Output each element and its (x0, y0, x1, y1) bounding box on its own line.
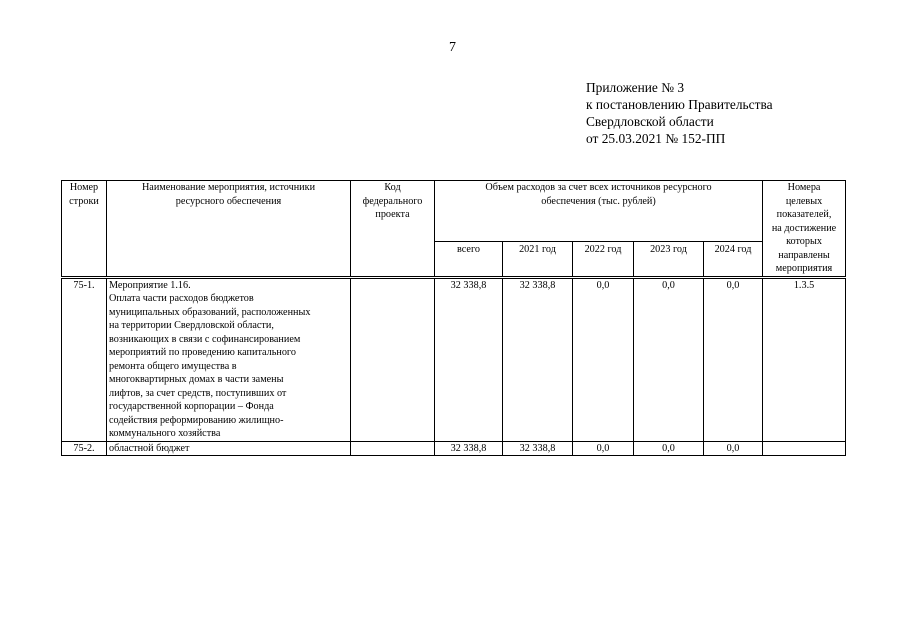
page-number: 7 (449, 40, 456, 55)
header-text: Наименование мероприятия, источники (141, 182, 316, 193)
row-number: 75-1. (62, 277, 107, 441)
name-line: многоквартирных домах в части замены (109, 374, 284, 385)
header-text: проекта (375, 209, 410, 220)
header-year-2023: 2023 год (634, 241, 704, 277)
header-text: показателей, (776, 209, 832, 220)
header-text: на достижение (771, 222, 837, 234)
appendix-line-1: Приложение № 3 (586, 80, 685, 95)
header-text: Код (384, 182, 401, 193)
header-volume (435, 181, 763, 242)
value-2023: 0,0 (634, 277, 704, 441)
header-text: Номер (69, 182, 99, 193)
table-row (62, 441, 846, 456)
header-total: всего (435, 241, 503, 277)
appendix-block (586, 79, 773, 147)
header-federal-code (351, 181, 435, 278)
header-year-2022: 2022 год (573, 241, 634, 277)
header-indicators (763, 181, 846, 278)
appendix-line-4: от 25.03.2021 № 152-ПП (586, 131, 726, 146)
value-2023: 0,0 (634, 441, 704, 456)
measure-name (107, 441, 351, 456)
value-2022: 0,0 (573, 277, 634, 441)
header-year-2024: 2024 год (704, 241, 763, 277)
value-2022: 0,0 (573, 441, 634, 456)
header-text: ресурсного обеспечения (175, 195, 282, 207)
appendix-line-2: к постановлению Правительства (586, 97, 773, 112)
name-line: государственной корпорации – Фонда (109, 401, 274, 412)
header-name (107, 181, 351, 278)
value-2021: 32 338,8 (503, 441, 573, 456)
total-value: 32 338,8 (435, 441, 503, 456)
name-line: возникающих в связи с софинансированием (109, 333, 301, 345)
name-line: мероприятий по проведению капитального (109, 347, 296, 358)
name-line: на территории Свердловской области, (109, 320, 274, 331)
value-2024: 0,0 (704, 441, 763, 456)
name-line: Оплата части расходов бюджетов (109, 293, 254, 304)
appendix-line-3: Свердловской области (586, 114, 714, 129)
federal-code (351, 441, 435, 456)
header-text: мероприятия (775, 263, 833, 274)
name-line: муниципальных образований, расположенных (109, 306, 311, 318)
name-line: областной бюджет (109, 442, 190, 454)
header-text: Объем расходов за счет всех источников ресурсного (485, 182, 712, 193)
header-text: строки (69, 195, 99, 207)
indicator-numbers (763, 441, 846, 456)
name-line: содействия реформированию жилищно- (109, 414, 284, 426)
measure-name (107, 277, 351, 441)
name-line: ремонта общего имущества в (109, 360, 237, 372)
header-text: целевых (785, 195, 823, 207)
indicator-numbers: 1.3.5 (763, 277, 846, 441)
header-text: федерального (362, 195, 423, 207)
federal-code (351, 277, 435, 441)
header-year-2021: 2021 год (503, 241, 573, 277)
table-row (62, 277, 846, 441)
value-2024: 0,0 (704, 277, 763, 441)
header-text: направлены (778, 249, 830, 261)
budget-table (61, 180, 846, 456)
value-2021: 32 338,8 (503, 277, 573, 441)
name-line: Мероприятие 1.16. (109, 279, 191, 291)
header-text: обеспечения (тыс. рублей) (541, 195, 656, 207)
name-line: лифтов, за счет средств, поступивших от (109, 387, 287, 399)
total-value: 32 338,8 (435, 277, 503, 441)
header-text: которых (786, 236, 822, 247)
row-number: 75-2. (62, 441, 107, 456)
name-line: коммунального хозяйства (109, 428, 221, 439)
header-text: Номера (787, 182, 821, 193)
header-row-number (62, 181, 107, 278)
